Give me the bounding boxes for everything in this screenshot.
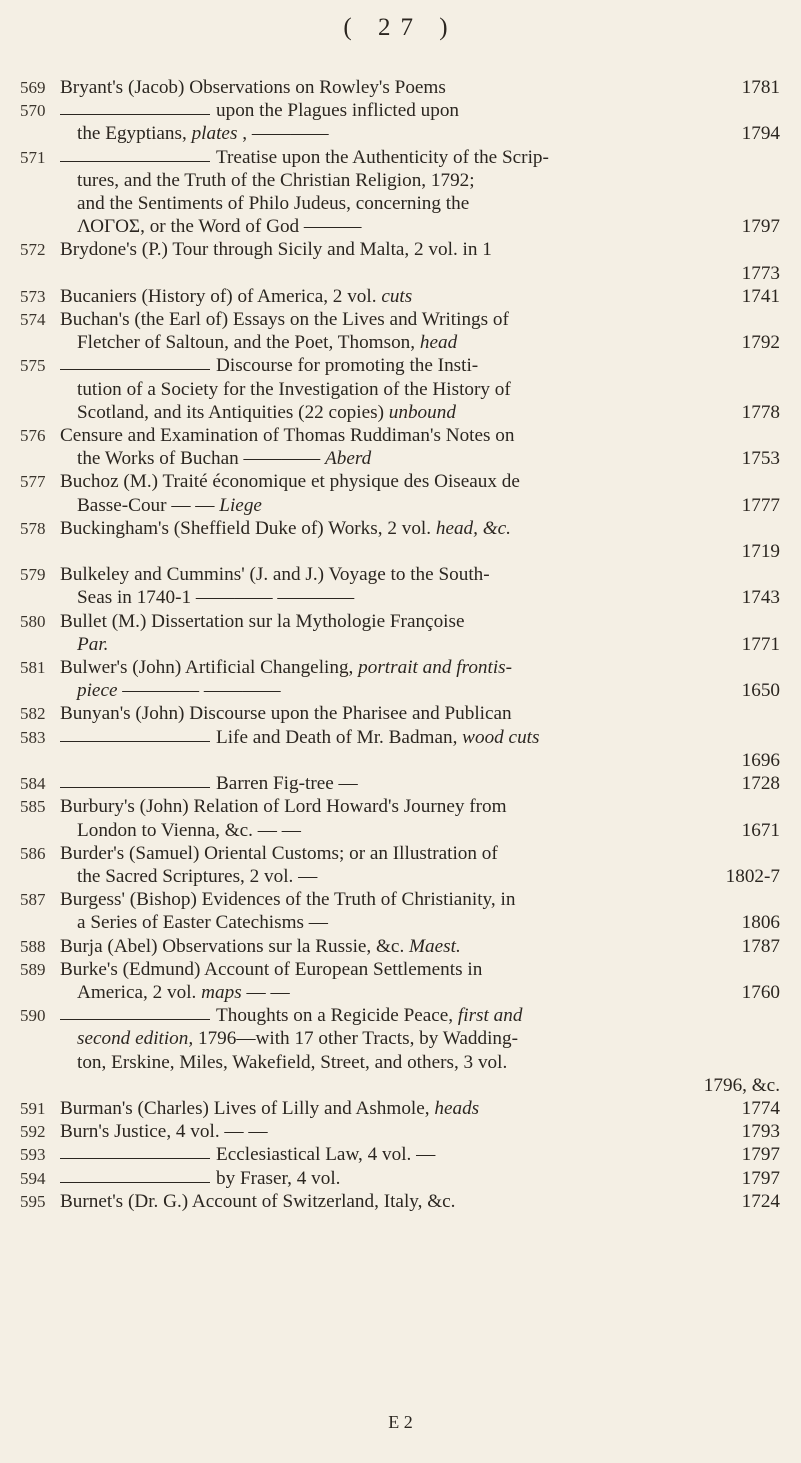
entry-number: 574 (20, 310, 46, 330)
catalogue-entries (20, 76, 780, 1213)
entry-line (60, 795, 780, 818)
entry-line (60, 656, 780, 679)
entry-line (60, 1051, 780, 1074)
text-run: Bryant's (Jacob) Observations on Rowley's Poems (60, 77, 446, 98)
entry-text (60, 610, 464, 633)
entry-number: 580 (20, 611, 46, 631)
entry-year: 1778 (741, 401, 780, 423)
text-run: ton, Erskine, Miles, Wakefield, Street, and others, 3 vol. (77, 1051, 508, 1073)
entry-text (60, 795, 507, 818)
entry-number: 576 (20, 426, 46, 446)
italic-note: head (419, 332, 458, 354)
entry-text (77, 401, 456, 424)
entry-year: 1724 (741, 1190, 780, 1212)
entry-number: 583 (20, 727, 46, 747)
page-number: ( 27 ) (343, 14, 458, 41)
text-run: Bulkeley and Cummins' (J. and J.) Voyage to the South- (60, 564, 490, 586)
entry-text (77, 586, 354, 609)
entry-year: 1650 (741, 680, 780, 702)
italic-note: cuts (381, 285, 413, 307)
entry-text (60, 470, 520, 493)
entry-year: 1802-7 (725, 865, 780, 887)
entry-line (60, 122, 780, 145)
entry-number: 589 (20, 959, 46, 979)
entry-line (60, 749, 780, 772)
entry-text (216, 99, 459, 122)
entry-number: 572 (20, 240, 46, 260)
entry-line (60, 865, 780, 888)
italic-note: plates (191, 123, 238, 145)
text-run: tures, and the Truth of the Christian Religion, 1792; (77, 169, 475, 191)
italic-note: heads (434, 1097, 480, 1119)
text-run: , ———— (237, 123, 329, 145)
entry-line (60, 563, 780, 586)
entry-number: 570 (20, 101, 46, 121)
ditto-rule (60, 1182, 210, 1183)
entry-line (60, 679, 780, 702)
entry-text (60, 76, 446, 99)
entry-year: 1793 (741, 1121, 780, 1143)
catalogue-entry (20, 1143, 780, 1166)
entry-text (60, 842, 498, 865)
entry-text (60, 424, 514, 447)
catalogue-entry (20, 1190, 780, 1213)
entry-text (77, 819, 301, 842)
catalogue-entry (20, 146, 780, 239)
catalogue-entry (20, 795, 780, 841)
entry-line (60, 1120, 780, 1143)
text-run: ΛΟΓΟΣ, or the Word of God ——— (77, 216, 362, 238)
entry-line (60, 935, 780, 958)
catalogue-entry (20, 842, 780, 888)
text-run: Basse-Cour — — (77, 494, 220, 516)
text-run: upon the Plagues inflicted upon (216, 100, 460, 122)
entry-number: 595 (20, 1191, 46, 1211)
text-run: the Sacred Scriptures, 2 vol. — (77, 865, 318, 887)
catalogue-entry (20, 563, 780, 609)
entry-year: 1741 (741, 285, 780, 307)
entry-line (60, 262, 780, 285)
entry-year: 1794 (741, 123, 780, 145)
italic-note: Aberd (325, 448, 372, 470)
entry-line (60, 1097, 780, 1120)
entry-year: 1781 (741, 77, 780, 98)
entry-year: 1806 (741, 912, 780, 934)
text-run: Life and Death of Mr. Badman, (216, 726, 463, 748)
catalogue-entry (20, 424, 780, 470)
entry-year: 1792 (741, 332, 780, 354)
entry-text (77, 331, 457, 354)
italic-note: head, &c. (435, 517, 511, 539)
entry-text (60, 935, 461, 958)
ditto-rule (60, 741, 210, 742)
entry-number: 590 (20, 1006, 46, 1026)
entry-number: 581 (20, 658, 46, 678)
entry-text (60, 238, 492, 261)
entry-text (77, 192, 469, 215)
entry-line (60, 447, 780, 470)
entry-line (60, 285, 780, 308)
italic-note: second edition, (77, 1028, 194, 1050)
entry-line (60, 354, 780, 377)
entry-text (60, 1120, 268, 1143)
text-run: Fletcher of Saltoun, and the Poet, Thomson, (77, 332, 420, 354)
ditto-rule (60, 1158, 210, 1159)
catalogue-entry (20, 702, 780, 725)
entry-year: 1797 (741, 1167, 780, 1189)
text-run: Bucaniers (History of) of America, 2 vol. (60, 285, 382, 307)
entry-text (77, 122, 329, 145)
entry-text (216, 1143, 435, 1166)
entry-number: 592 (20, 1122, 46, 1142)
text-run: Scotland, and its Antiquities (22 copies) (77, 401, 389, 423)
entry-line (60, 238, 780, 261)
entry-line (60, 726, 780, 749)
entry-text (77, 911, 328, 934)
italic-note: maps (201, 981, 242, 1003)
entry-line (60, 1074, 780, 1097)
text-run: a Series of Easter Catechisms — (77, 912, 328, 934)
entry-line (60, 192, 780, 215)
entry-line (60, 331, 780, 354)
entry-year: 1728 (741, 773, 780, 795)
catalogue-entry (20, 1120, 780, 1143)
entry-text (77, 679, 281, 702)
text-run: — — (241, 981, 290, 1003)
catalogue-entry (20, 1167, 780, 1190)
entry-text (60, 888, 515, 911)
entry-number: 594 (20, 1168, 46, 1188)
text-run: Bullet (M.) Dissertation sur la Mythologie Françoise (60, 610, 465, 632)
catalogue-entry (20, 726, 780, 772)
entry-line (60, 169, 780, 192)
entry-number: 593 (20, 1145, 46, 1165)
entry-text (216, 1167, 340, 1190)
ditto-rule (60, 1019, 210, 1020)
entry-number: 577 (20, 472, 46, 492)
entry-line (60, 146, 780, 169)
entry-text (60, 656, 512, 679)
entry-text (77, 447, 371, 470)
entry-number: 585 (20, 797, 46, 817)
entry-text (77, 633, 108, 656)
entry-line (60, 494, 780, 517)
entry-line (60, 610, 780, 633)
entry-line (60, 99, 780, 122)
entry-line (60, 401, 780, 424)
entry-number: 588 (20, 936, 46, 956)
catalogue-entry (20, 958, 780, 1004)
text-run: the Works of Buchan ———— (77, 448, 326, 470)
ditto-rule (60, 161, 210, 162)
entry-line (60, 958, 780, 981)
text-run: Seas in 1740-1 ———— ———— (77, 587, 355, 609)
catalogue-entry (20, 1097, 780, 1120)
entry-number: 591 (20, 1098, 46, 1118)
text-run: Burder's (Samuel) Oriental Customs; or an Illustration of (60, 842, 498, 864)
entry-year: 1797 (741, 216, 780, 238)
text-run: Censure and Examination of Thomas Ruddiman's Notes on (60, 425, 515, 447)
text-run: Burnet's (Dr. G.) Account of Switzerland, Italy, &c. (60, 1190, 456, 1212)
entry-year: 1777 (741, 494, 780, 516)
entry-line (60, 888, 780, 911)
entry-text (216, 772, 358, 795)
entry-line (60, 1190, 780, 1213)
text-run: ———— ———— (117, 680, 281, 702)
entry-line (60, 1167, 780, 1190)
catalogue-entry (20, 238, 780, 284)
entry-text (77, 378, 511, 401)
entry-number: 584 (20, 774, 46, 794)
catalogue-entry (20, 99, 780, 145)
text-run: Barren Fig-tree — (216, 773, 358, 795)
text-run: Burke's (Edmund) Account of European Settlements in (60, 958, 483, 980)
entry-text (60, 702, 512, 725)
text-run: Thoughts on a Regicide Peace, (216, 1005, 458, 1027)
catalogue-entry (20, 610, 780, 656)
entry-number: 587 (20, 890, 46, 910)
entry-line (60, 424, 780, 447)
ditto-rule (60, 114, 210, 115)
entry-line (60, 378, 780, 401)
italic-note: portrait and frontis- (358, 657, 513, 679)
entry-text (77, 215, 362, 238)
entry-year: 1773 (741, 262, 780, 284)
entry-text (77, 981, 290, 1004)
text-run: Buckingham's (Sheffield Duke of) Works, 2 vol. (60, 517, 436, 539)
catalogue-entry (20, 772, 780, 795)
entry-text (60, 563, 490, 586)
entry-line (60, 702, 780, 725)
text-run: Bulwer's (John) Artificial Changeling, (60, 657, 359, 679)
entry-year: 1743 (741, 587, 780, 609)
entry-line (60, 586, 780, 609)
entry-line (60, 772, 780, 795)
text-run: Burgess' (Bishop) Evidences of the Truth of Christianity, in (60, 889, 516, 911)
entry-number: 569 (20, 78, 46, 97)
entry-text (60, 958, 482, 981)
entry-line (60, 470, 780, 493)
signature-mark: E 2 (388, 1412, 413, 1432)
text-run: Burbury's (John) Relation of Lord Howard's Journey from (60, 796, 507, 818)
entry-text (216, 146, 549, 169)
entry-line (60, 633, 780, 656)
catalogue-entry (20, 1004, 780, 1097)
text-run: Bunyan's (John) Discourse upon the Pharisee and Publican (60, 703, 512, 725)
entry-year: 1753 (741, 448, 780, 470)
entry-text (216, 726, 539, 749)
catalogue-entry (20, 935, 780, 958)
entry-number: 582 (20, 704, 46, 724)
italic-note: unbound (388, 401, 456, 423)
entry-text (60, 517, 511, 540)
text-run: Burman's (Charles) Lives of Lilly and Ashmole, (60, 1097, 435, 1119)
entry-line (60, 911, 780, 934)
entry-text (216, 354, 478, 377)
text-run: Buchan's (the Earl of) Essays on the Lives and Writings of (60, 309, 509, 331)
italic-note: first and (457, 1005, 523, 1027)
text-run: America, 2 vol. (77, 981, 202, 1003)
italic-note: piece (77, 680, 118, 702)
entry-year: 1671 (741, 819, 780, 841)
entry-number: 575 (20, 356, 46, 376)
entry-text (77, 865, 317, 888)
text-run: Treatise upon the Authenticity of the Scrip- (216, 146, 549, 168)
entry-year: 1719 (741, 541, 780, 563)
entry-year: 1796, &c. (703, 1074, 780, 1096)
entry-year: 1774 (741, 1097, 780, 1119)
catalogue-entry (20, 285, 780, 308)
entry-line (60, 76, 780, 99)
entry-text (216, 1004, 522, 1027)
entry-line (60, 1143, 780, 1166)
catalogue-entry (20, 354, 780, 424)
entry-line (60, 517, 780, 540)
text-run: Ecclesiastical Law, 4 vol. — (216, 1144, 436, 1166)
entry-line (60, 1027, 780, 1050)
entry-text (77, 169, 475, 192)
text-run: tution of a Society for the Investigation of the History of (77, 378, 511, 400)
entry-text (77, 1051, 507, 1074)
entry-number: 579 (20, 565, 46, 585)
entry-text (77, 1027, 518, 1050)
entry-line (60, 1004, 780, 1027)
entry-line (60, 981, 780, 1004)
text-run: Burja (Abel) Observations sur la Russie, &c. (60, 935, 410, 957)
entry-year: 1771 (741, 633, 780, 655)
entry-number: 571 (20, 147, 46, 167)
catalogue-entry (20, 517, 780, 563)
entry-text (60, 1097, 479, 1120)
entry-text (77, 494, 262, 517)
ditto-rule (60, 787, 210, 788)
italic-note: Par. (77, 633, 109, 655)
text-run: Burn's Justice, 4 vol. — — (60, 1121, 268, 1143)
entry-text (60, 285, 412, 308)
entry-number: 578 (20, 518, 46, 538)
catalogue-entry (20, 76, 780, 99)
text-run: and the Sentiments of Philo Judeus, concerning the (77, 193, 470, 215)
text-run: London to Vienna, &c. — — (77, 819, 301, 841)
ditto-rule (60, 369, 210, 370)
text-run: Discourse for promoting the Insti- (216, 355, 479, 377)
text-run: the Egyptians, (77, 123, 192, 145)
text-run: 1796—with 17 other Tracts, by Wadding- (193, 1028, 518, 1050)
entry-number: 573 (20, 286, 46, 306)
catalogue-entry (20, 308, 780, 354)
text-run: by Fraser, 4 vol. (216, 1167, 341, 1189)
entry-line (60, 215, 780, 238)
entry-year: 1787 (741, 935, 780, 957)
entry-line (60, 819, 780, 842)
text-run: Buchoz (M.) Traité économique et physique des Oiseaux de (60, 471, 520, 493)
entry-number: 586 (20, 843, 46, 863)
entry-year: 1760 (741, 981, 780, 1003)
entry-year: 1797 (741, 1144, 780, 1166)
italic-note: Liege (219, 494, 262, 516)
entry-text (60, 1190, 455, 1213)
italic-note: wood cuts (462, 726, 540, 748)
entry-line (60, 842, 780, 865)
italic-note: Maest. (409, 935, 461, 957)
text-run: Brydone's (P.) Tour through Sicily and Malta, 2 vol. in 1 (60, 239, 492, 261)
catalogue-entry (20, 656, 780, 702)
entry-line (60, 540, 780, 563)
entry-line (60, 308, 780, 331)
catalogue-entry (20, 470, 780, 516)
entry-year: 1696 (741, 749, 780, 771)
catalogue-entry (20, 888, 780, 934)
entry-text (60, 308, 509, 331)
